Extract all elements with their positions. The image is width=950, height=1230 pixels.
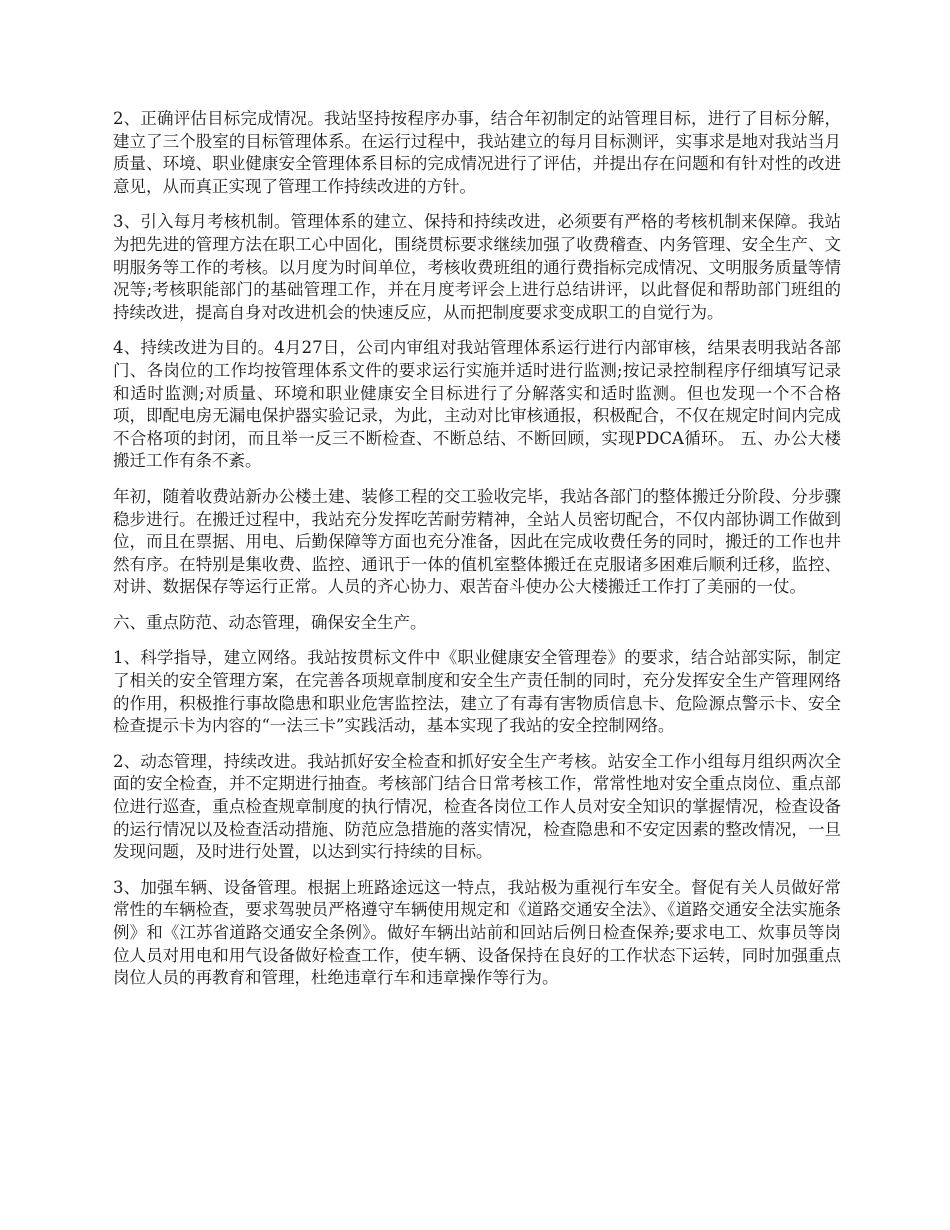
paragraph-continuous-improvement: 4、持续改进为目的。4月27日，公司内审组对我站管理体系运行进行内部审核，结果表明我站各部门、各岗位的工作均按管理体系文件的要求运行实施并适时进行监测;按记录控制程序仔细填写记录和适时监测;对质量、环境和职业健康安全目标进行了分解落实和适时监测。但也发现一个不合格项，即配电房无漏电保护器实验记录，为此，主动对比审核通报，积极配合，不仅在规定时间内完成不合格项的封闭，而且举一反三不断检查、不断总结、不断回顾，实现PDCA循环。 五、办公大楼搬迁工作有条不紊。: [113, 338, 841, 471]
paragraph-safety-network: 1、科学指导，建立网络。我站按贯标文件中《职业健康安全管理卷》的要求，结合站部实际，制定了相关的安全管理方案，在完善各项规章制度和安全生产责任制的同时，充分发挥安全生产管理网络的作用，积极推行事故隐患和职业危害监控法，建立了有毒有害物质信息卡、危险源点警示卡、安全检查提示卡为内容的“一法三卡”实践活动，基本实现了我站的安全控制网络。: [113, 648, 841, 736]
document-body: [113, 108, 841, 1003]
section-heading-safety: 六、重点防范、动态管理，确保安全生产。: [113, 612, 427, 632]
paragraph-dynamic-management: 2、动态管理，持续改进。我站抓好安全检查和抓好安全生产考核。站安全工作小组每月组织两次全面的安全检查，并不定期进行抽查。考核部门结合日常考核工作，常常性地对安全重点岗位、重点部位进行巡查，重点检查规章制度的执行情况，检查各岗位工作人员对安全知识的掌握情况，检查设备的运行情况以及检查活动措施、防范应急措施的落实情况，检查隐患和不安定因素的整改情况，一旦发现问题，及时进行处置，以达到实行持续的目标。: [113, 751, 841, 862]
paragraph-monthly-assessment: 3、引入每月考核机制。管理体系的建立、保持和持续改进，必须要有严格的考核机制来保障。我站为把先进的管理方法在职工心中固化，围绕贯标要求继续加强了收费稽查、内务管理、安全生产、文明服务等工作的考核。以月度为时间单位，考核收费班组的通行费指标完成情况、文明服务质量等情况等;考核职能部门的基础管理工作，并在月度考评会上进行总结讲评，以此督促和帮助部门班组的持续改进，提高自身对改进机会的快速反应，从而把制度要求变成职工的自觉行为。: [113, 212, 841, 322]
paragraph-office-relocation: 年初，随着收费站新办公楼土建、装修工程的交工验收完毕，我站各部门的整体搬迁分阶段、分步骤稳步进行。在搬迁过程中，我站充分发挥吃苦耐劳精神，全站人员密切配合，不仅内部协调工作做到位，而且在票据、用电、后勤保障等方面也充分准备，因此在完成收费任务的同时，搬迁的工作也井然有序。在特别是集收费、监控、通讯于一体的值机室整体搬迁在克服诸多困难后顺利迁移，监控、对讲、数据保存等运行正常。人员的齐心协力、艰苦奋斗使办公大楼搬迁工作打了美丽的一仗。: [113, 486, 841, 597]
paragraph-vehicle-management: 3、加强车辆、设备管理。根据上班路途远这一特点，我站极为重视行车安全。督促有关人员做好常常性的车辆检查，要求驾驶员严格遵守车辆使用规定和《道路交通安全法》、《道路交通安全法实施条例》和《江苏省道路交通安全条例》。做好车辆出站前和回站后例日检查保养;要求电工、炊事员等岗位人员对用电和用气设备做好检查工作，使车辆、设备保持在良好的工作状态下运转，同时加强重点岗位人员的再教育和管理，杜绝违章行车和违章操作等行为。: [113, 877, 841, 988]
paragraph-target-evaluation: 2、正确评估目标完成情况。我站坚持按程序办事，结合年初制定的站管理目标，进行了目标分解，建立了三个股室的目标管理体系。在运行过程中，我站建立的每月目标测评，实事求是地对我站当月质量、环境、职业健康安全管理体系目标的完成情况进行了评估，并提出存在问题和有针对性的改进意见，从而真正实现了管理工作持续改进的方针。: [113, 109, 841, 196]
